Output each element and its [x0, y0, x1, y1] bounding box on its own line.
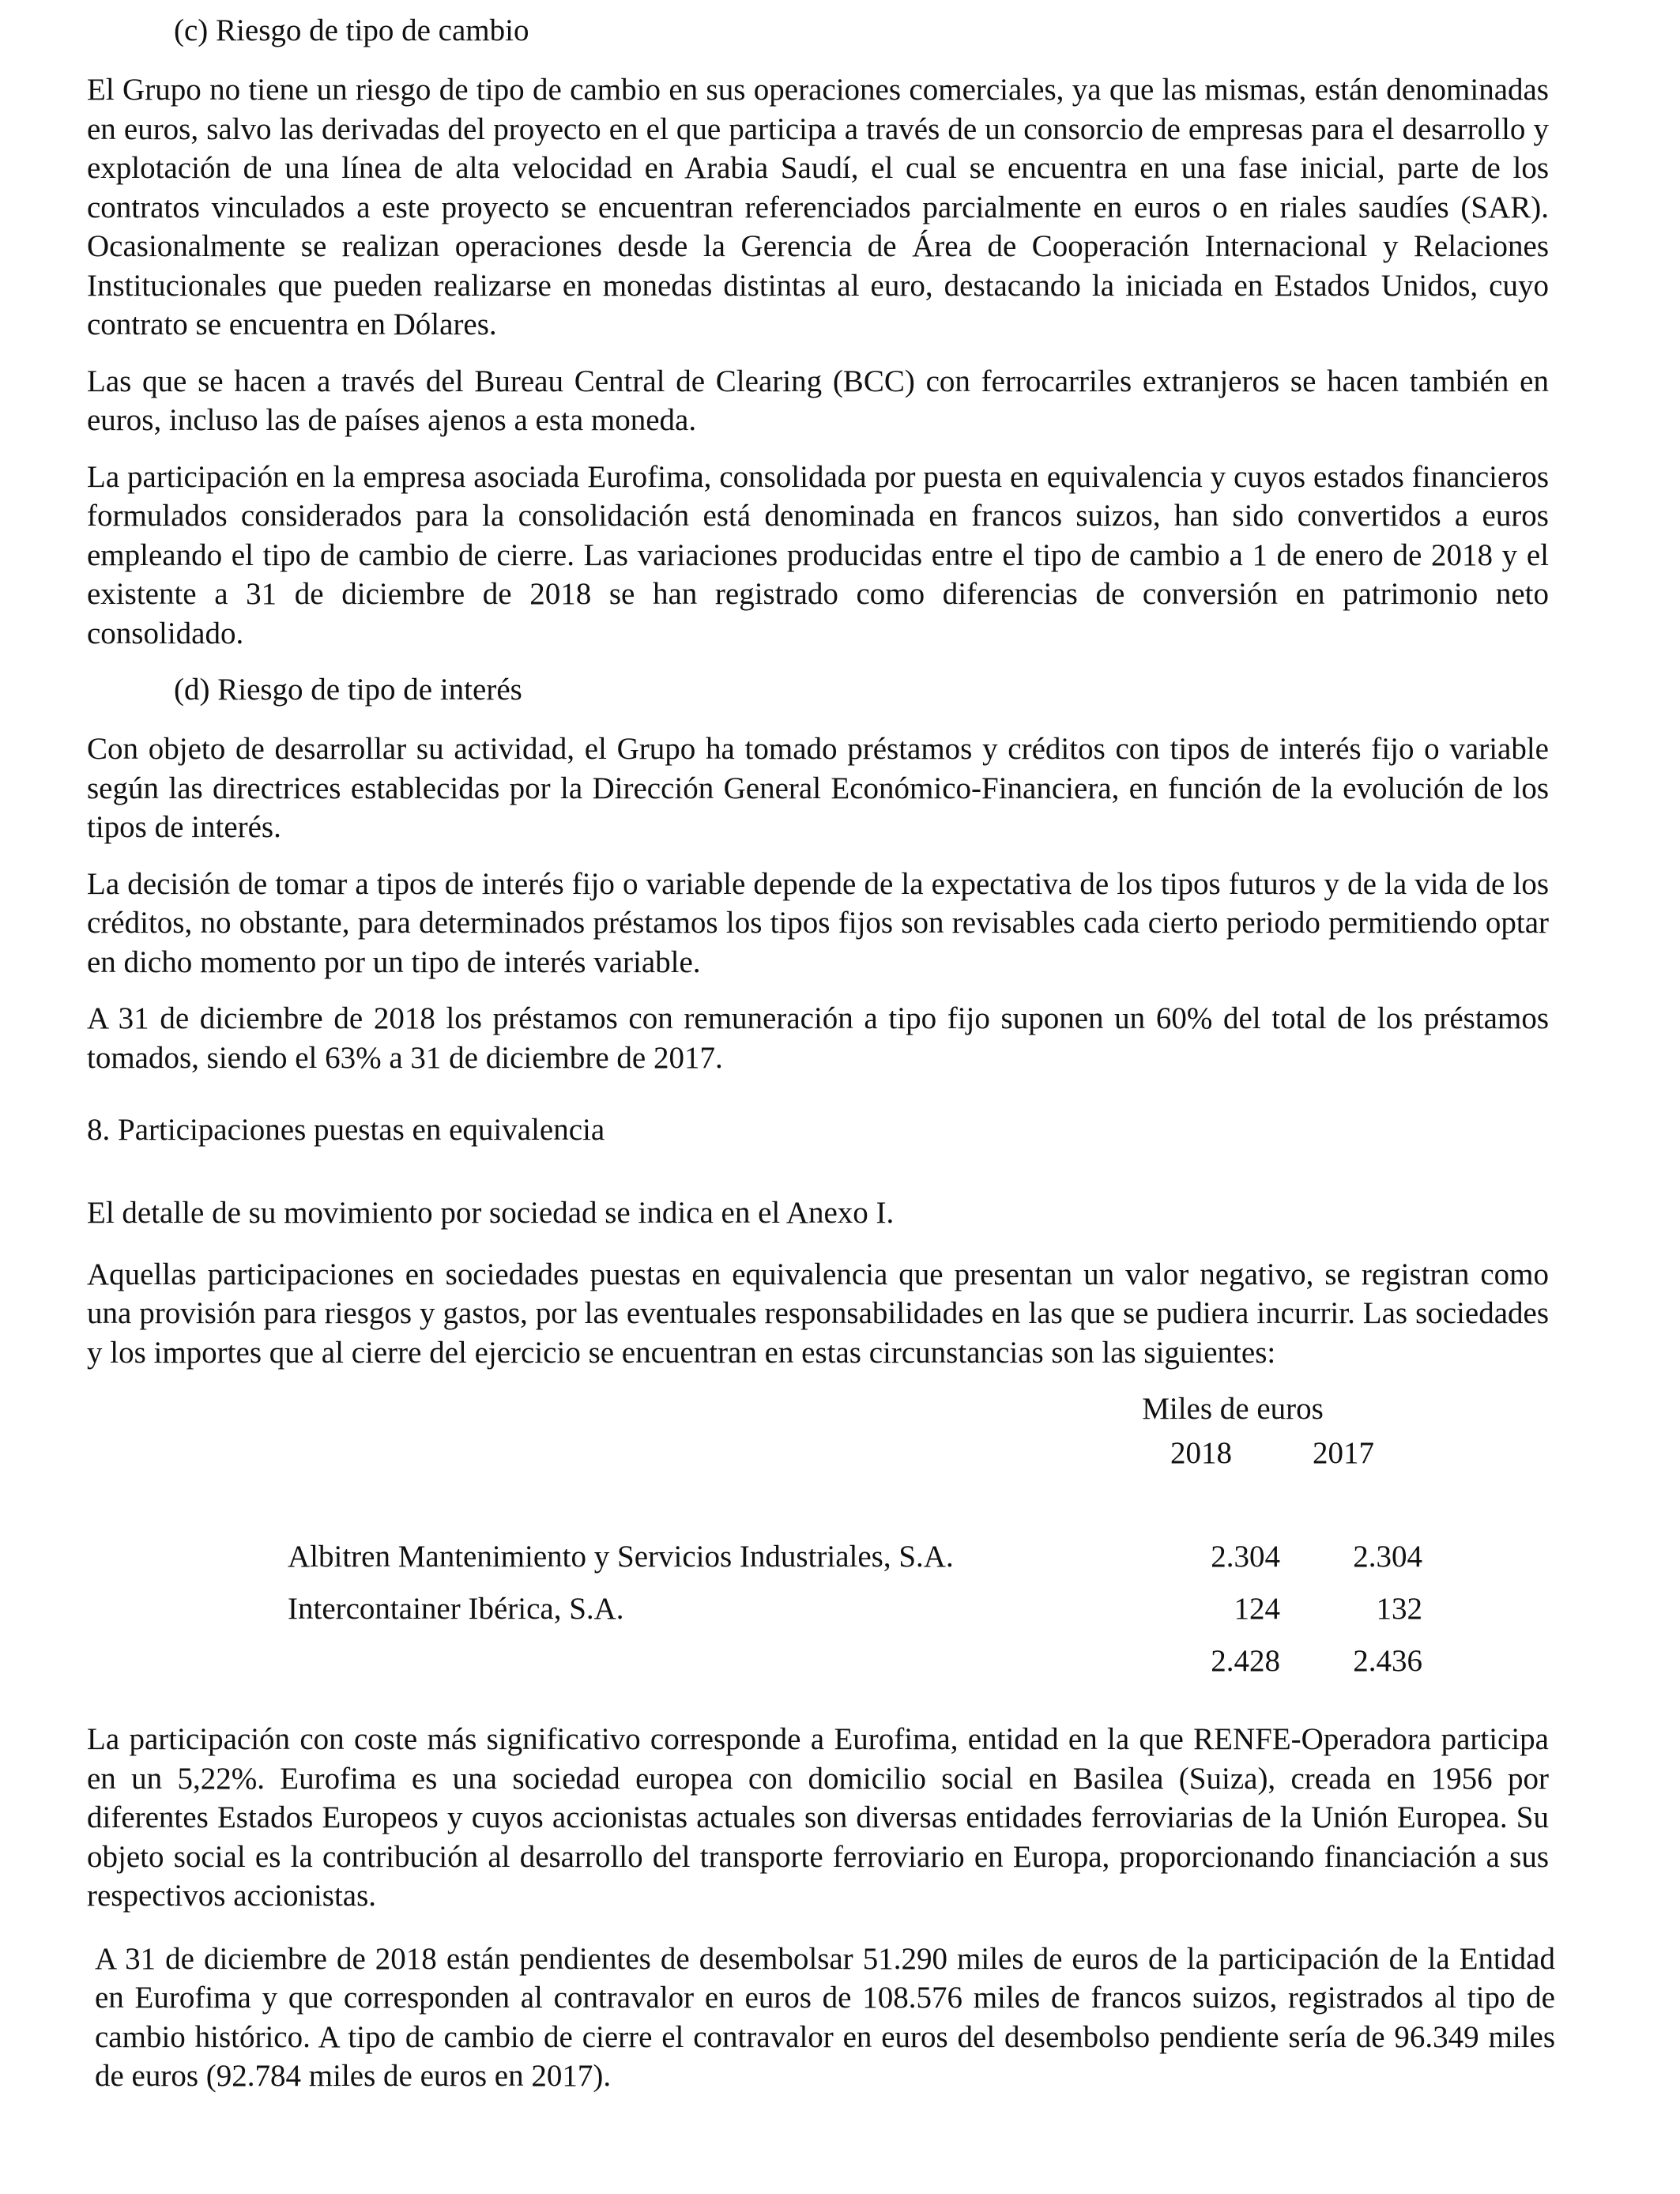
table-cell-2018: 2.304 [1211, 1540, 1280, 1574]
table-year-2018-header: 2018 [1170, 1436, 1232, 1470]
heading-interest-rate-risk: (d) Riesgo de tipo de interés [174, 673, 522, 707]
table-cell-2017: 2.304 [1353, 1540, 1422, 1574]
paragraph-exchange-rate-1: El Grupo no tiene un riesgo de tipo de cambio en sus operaciones comerciales, ya que las mismas, están denominadas en euros, salvo las derivadas del proyecto en el que participa a través de un consorcio de empresas para el desarrollo y explotación de una línea de alta velocidad en Arabia Saudí, el cual se encuentra en una fase inicial, parte de los contratos vinculados a este proyecto se encuentran referenciados parcialmente en euros o en riales saudíes (SAR). Ocasionalmente se realizan operaciones desde la Gerencia de Área de Cooperación Internacional y Relaciones Institucionales que pueden realizarse en monedas distintas al euro, destacando la iniciada en Estados Unidos, cuyo contrato se encuentra en Dólares. [87, 73, 1549, 341]
table-cell-company: Intercontainer Ibérica, S.A. [288, 1592, 624, 1626]
paragraph-negative-value-provisions: Aquellas participaciones en sociedades puestas en equivalencia que presentan un valor negativo, se registran como una provisión para riesgos y gastos, por las eventuales responsabilidades en las que se pudiera incurrir. Las sociedades y los importes que al cierre del ejercicio se encuentran en estas circunstancias son las siguientes: [87, 1257, 1549, 1370]
paragraph-eurofima-description: La participación con coste más significativo corresponde a Eurofima, entidad en la que RENFE-Operadora participa en un 5,22%. Eurofima es una sociedad europea con domicilio social en Basilea (Suiza), creada en 1956 por diferentes Estados Europeos y cuyos accionistas actuales son diversas entidades ferroviarias de la Unión Europea. Su objeto social es la contribución al desarrollo del transporte ferroviario en Europa, proporcionando financiación a sus respectivos accionistas. [87, 1722, 1549, 1913]
paragraph-exchange-rate-2: Las que se hacen a través del Bureau Central de Clearing (BCC) con ferrocarriles extranjeros se hacen también en euros, incluso las de países ajenos a esta moneda. [87, 364, 1549, 437]
table-row [87, 1589, 1549, 1630]
paragraph-annex-reference: El detalle de su movimiento por sociedad se indica en el Anexo I. [87, 1196, 895, 1230]
table-cell-2017: 132 [1376, 1592, 1422, 1626]
paragraph-interest-rate-3: A 31 de diciembre de 2018 los préstamos con remuneración a tipo fijo suponen un 60% del total de los préstamos tomados, siendo el 63% a 31 de diciembre de 2017. [87, 1001, 1549, 1075]
table-unit-header: Miles de euros [1142, 1392, 1324, 1426]
table-total-row [87, 1641, 1549, 1682]
document-page [87, 11, 1555, 2113]
table-cell-company: Albitren Mantenimiento y Servicios Industriales, S.A. [288, 1540, 954, 1574]
paragraph-interest-rate-2: La decisión de tomar a tipos de interés fijo o variable depende de la expectativa de los tipos futuros y de la vida de los créditos, no obstante, para determinados préstamos los tipos fijos son revisables cada cierto periodo permitiendo optar en dicho momento por un tipo de interés variable. [87, 866, 1549, 979]
table-year-2017-header: 2017 [1313, 1436, 1374, 1470]
paragraph-eurofima-pending-disbursement: A 31 de diciembre de 2018 están pendientes de desembolsar 51.290 miles de euros de la participación de la Entidad en Eurofima y que corresponden al contravalor en euros de 108.576 miles de francos suizos, registrados al tipo de cambio histórico. A tipo de cambio de cierre el contravalor en euros del desembolso pendiente sería de 96.349 miles de euros (92.784 miles de euros en 2017). [95, 1941, 1555, 2093]
table-total-2018: 2.428 [1211, 1644, 1280, 1678]
heading-equity-method-investments: 8. Participaciones puestas en equivalencia [87, 1113, 605, 1147]
table-row [87, 1536, 1549, 1578]
table-total-2017: 2.436 [1353, 1644, 1422, 1678]
negative-investments-table [87, 1389, 1549, 1698]
table-cell-2018: 124 [1234, 1592, 1280, 1626]
paragraph-exchange-rate-3: La participación en la empresa asociada Eurofima, consolidada por puesta en equivalencia y cuyos estados financieros formulados considerados para la consolidación está denominada en francos suizos, han sido convertidos a euros empleando el tipo de cambio de cierre. Las variaciones producidas entre el tipo de cambio a 1 de enero de 2018 y el existente a 31 de diciembre de 2018 se han registrado como diferencias de conversión en patrimonio neto consolidado. [87, 459, 1549, 650]
heading-exchange-rate-risk: (c) Riesgo de tipo de cambio [174, 13, 529, 47]
paragraph-interest-rate-1: Con objeto de desarrollar su actividad, el Grupo ha tomado préstamos y créditos con tipos de interés fijo o variable según las directrices establecidas por la Dirección General Económico-Financiera, en función de la evolución de los tipos de interés. [87, 732, 1549, 844]
